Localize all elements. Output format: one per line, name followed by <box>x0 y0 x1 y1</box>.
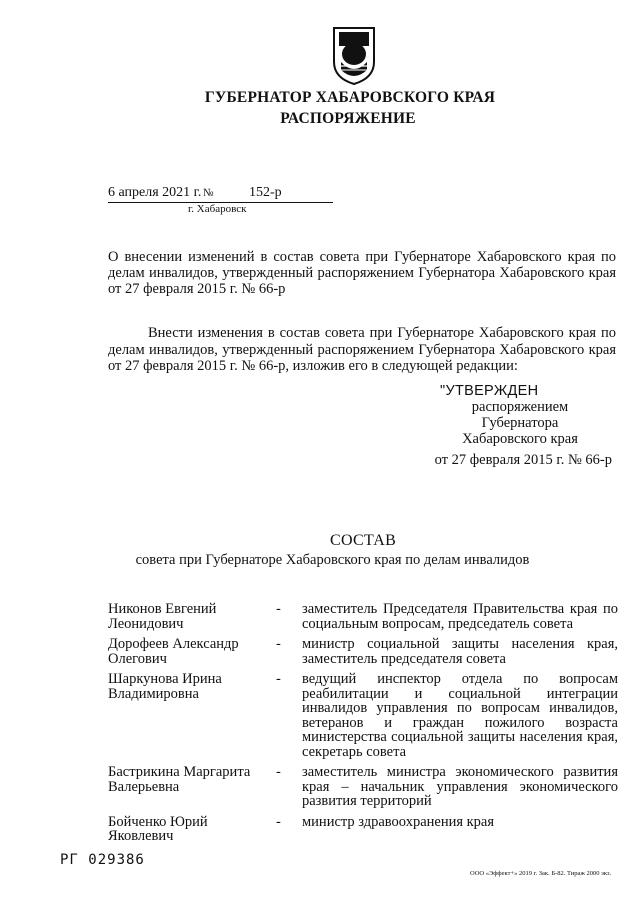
composition-title: СОСТАВ <box>330 532 397 549</box>
member-name: Никонов Евгений Леонидович <box>108 601 217 632</box>
member-name: Дорофеев Александр Олегович <box>108 636 239 667</box>
document-date: 6 апреля 2021 г. <box>108 185 202 200</box>
member-dash: - <box>276 601 281 617</box>
document-subject: О внесении изменений в состав совета при Губернаторе Хабаровского края по делам инвалидов, утвержденный распоряжением Губернатора Хабаровского края от 27 февраля 2015 г. № 66-р <box>108 249 616 297</box>
member-role: заместитель министра экономического развития края – начальник управления экономического развития территорий <box>302 764 618 809</box>
member-name: Бойченко Юрий Яковлевич <box>108 813 208 844</box>
number-label: № <box>203 187 214 199</box>
composition-subtitle: совета при Губернаторе Хабаровского края по делам инвалидов <box>135 552 530 568</box>
member-row <box>108 637 618 666</box>
member-dash: - <box>276 764 281 780</box>
member-dash: - <box>276 636 281 652</box>
member-dash: - <box>276 813 281 830</box>
member-row <box>108 765 618 809</box>
member-name: Бастрикина Маргарита Валерьевна <box>108 764 251 795</box>
member-role: ведущий инспектор отдела по вопросам реабилитации и социальной интеграции инвалидов управления по вопросам инвалидов, ветеранов и граждан пожилого возраста министерства социальной защиты населения края, секретарь совета <box>302 671 618 760</box>
document-body: Внести изменения в состав совета при Губернаторе Хабаровского края по делам инвалидов, утвержденный распоряжением Губернатора Хабаровского края от 27 февраля 2015 г. № 66-р, изложив его в следующей редакции: <box>108 325 616 374</box>
member-name: Шаркунова Ирина Владимировна <box>108 671 222 702</box>
form-serial-number: РГ 029386 <box>60 852 145 868</box>
registration-line <box>108 185 348 205</box>
print-note: ООО «Эффект+» 2019 г. Зак. Б-82. Тираж 2000 экз. <box>470 870 612 877</box>
member-role: заместитель Председателя Правительства края по социальным вопросам, председатель совета <box>302 601 618 632</box>
member-role: министр социальной защиты населения края, заместитель председателя совета <box>302 636 618 667</box>
approval-head: "УТВЕРЖДЕН <box>440 383 539 399</box>
document-type: РАСПОРЯЖЕНИЕ <box>280 110 416 127</box>
member-dash: - <box>276 671 281 687</box>
member-row <box>108 672 618 759</box>
approval-date: от 27 февраля 2015 г. № 66-р <box>434 452 612 468</box>
approval-line-3: Хабаровского края <box>462 431 578 447</box>
member-row <box>108 815 618 844</box>
approval-line-2: Губернатора <box>481 415 559 431</box>
issuer-title: ГУБЕРНАТОР ХАБАРОВСКОГО КРАЯ <box>204 89 496 106</box>
document-number: 152-р <box>249 185 282 200</box>
members-list <box>108 602 618 850</box>
member-row <box>108 602 618 631</box>
approval-stamp <box>420 383 620 468</box>
approval-line-1: распоряжением <box>471 399 569 415</box>
document-city: г. Хабаровск <box>188 203 247 215</box>
member-role: министр здравоохранения края <box>302 813 495 830</box>
coat-of-arms-icon <box>331 26 377 86</box>
